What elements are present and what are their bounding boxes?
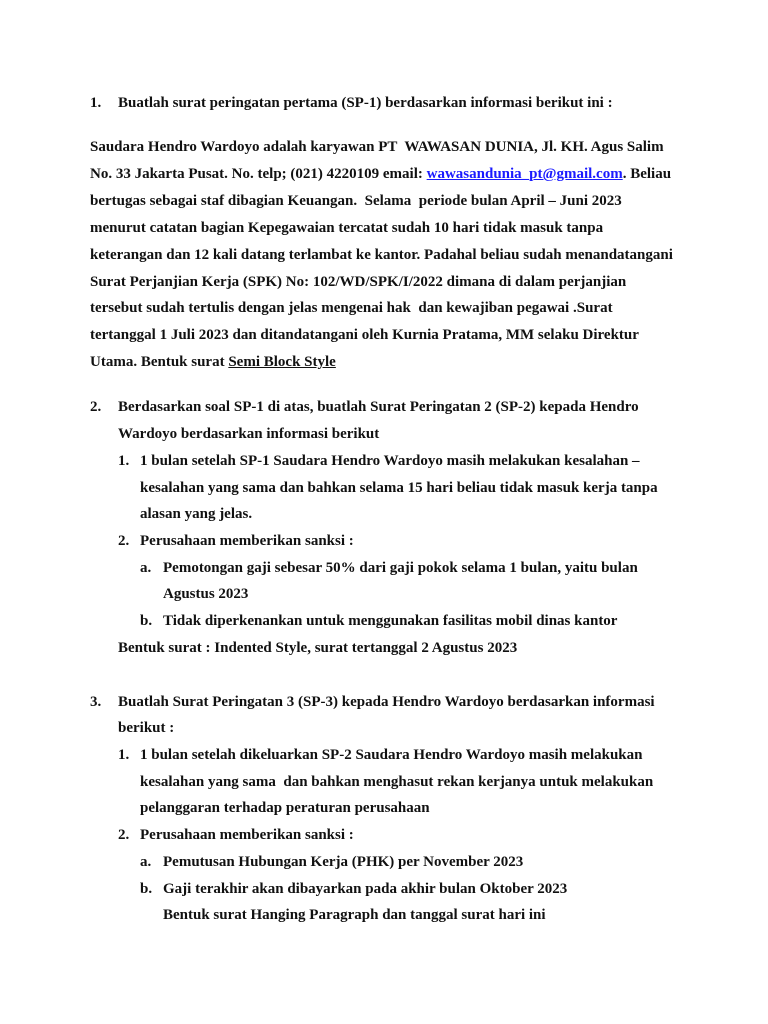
- q2-sub-a-letter: a.: [140, 560, 152, 576]
- q1-para-line-text: Utama. Bentuk surat: [90, 354, 229, 370]
- q1-para-line: menurut catatan bagian Kepegawaian tercatat sudah 10 hari tidak masuk tanpa: [90, 220, 604, 236]
- q2-title-line: Wardoyo berdasarkan informasi berikut: [118, 426, 380, 442]
- q2-item-1-number: 1.: [118, 453, 130, 469]
- q2-item-1-line: 1 bulan setelah SP-1 Saudara Hendro Wardoyo masih melakukan kesalahan –: [140, 453, 640, 469]
- q1-email-suffix: . Beliau: [622, 166, 672, 182]
- q2-sub-b-letter: b.: [140, 613, 153, 629]
- q1-para-line: Surat Perjanjian Kerja (SPK) No: 102/WD/SPK/I/2022 dimana di dalam perjanjian: [90, 274, 627, 290]
- q1-para-line: [90, 164, 671, 184]
- q2-number: 2.: [90, 399, 102, 415]
- q2-sub-a-line: Pemotongan gaji sebesar 50% dari gaji pokok selama 1 bulan, yaitu bulan: [163, 560, 638, 576]
- q1-para-line: Saudara Hendro Wardoyo adalah karyawan PT WAWASAN DUNIA, Jl. KH. Agus Salim: [90, 139, 664, 155]
- q3-sub-b-letter: b.: [140, 881, 153, 897]
- q2-item-2-number: 2.: [118, 533, 130, 549]
- q3-item-1-line: kesalahan yang sama dan bahkan menghasut rekan kerjanya untuk melakukan: [140, 774, 654, 790]
- q2-item-1-line: kesalahan yang sama dan bahkan selama 15 hari beliau tidak masuk kerja tanpa: [140, 480, 658, 496]
- q1-para-line: tertanggal 1 Juli 2023 dan ditandatangani oleh Kurnia Pratama, MM selaku Direktur: [90, 327, 639, 343]
- q1-para-line: [90, 352, 336, 372]
- q3-title-line: berikut :: [118, 720, 175, 736]
- q2-sub-b-text: Tidak diperkenankan untuk menggunakan fasilitas mobil dinas kantor: [163, 613, 618, 629]
- q3-title-line: Buatlah Surat Peringatan 3 (SP-3) kepada Hendro Wardoyo berdasarkan informasi: [118, 694, 655, 710]
- q2-title-line: Berdasarkan soal SP-1 di atas, buatlah Surat Peringatan 2 (SP-2) kepada Hendro: [118, 399, 639, 415]
- q3-footer: Bentuk surat Hanging Paragraph dan tanggal surat hari ini: [163, 907, 546, 923]
- q1-title: Buatlah surat peringatan pertama (SP-1) berdasarkan informasi berikut ini :: [118, 95, 613, 111]
- q3-sub-a-text: Pemutusan Hubungan Kerja (PHK) per November 2023: [163, 854, 524, 870]
- q2-item-1-line: alasan yang jelas.: [140, 506, 253, 522]
- q2-sub-a-line: Agustus 2023: [163, 586, 249, 602]
- q3-item-2-number: 2.: [118, 827, 130, 843]
- q1-para-line: keterangan dan 12 kali datang terlambat ke kantor. Padahal beliau sudah menandatangani: [90, 247, 673, 263]
- q3-sub-a-letter: a.: [140, 854, 152, 870]
- q1-letter-style: Semi Block Style: [228, 354, 336, 370]
- q1-number: 1.: [90, 95, 102, 111]
- q3-item-2-label: Perusahaan memberikan sanksi :: [140, 827, 354, 843]
- q3-item-1-number: 1.: [118, 747, 130, 763]
- q3-item-1-line: pelanggaran terhadap peraturan perusahaan: [140, 800, 430, 816]
- q1-para-line: tersebut sudah tertulis dengan jelas mengenai hak dan kewajiban pegawai .Surat: [90, 300, 613, 316]
- q2-item-2-label: Perusahaan memberikan sanksi :: [140, 533, 354, 549]
- q1-para-line: bertugas sebagai staf dibagian Keuangan. Selama periode bulan April – Juni 2023: [90, 193, 622, 209]
- q3-item-1-line: 1 bulan setelah dikeluarkan SP-2 Saudara Hendro Wardoyo masih melakukan: [140, 747, 643, 763]
- q3-number: 3.: [90, 694, 102, 710]
- q1-para-line-text: No. 33 Jakarta Pusat. No. telp; (021) 4220109 email:: [90, 166, 427, 182]
- q3-sub-b-text: Gaji terakhir akan dibayarkan pada akhir bulan Oktober 2023: [163, 881, 568, 897]
- q2-footer: Bentuk surat : Indented Style, surat tertanggal 2 Agustus 2023: [118, 640, 518, 656]
- email-link[interactable]: wawasandunia_pt@gmail.com: [426, 166, 623, 182]
